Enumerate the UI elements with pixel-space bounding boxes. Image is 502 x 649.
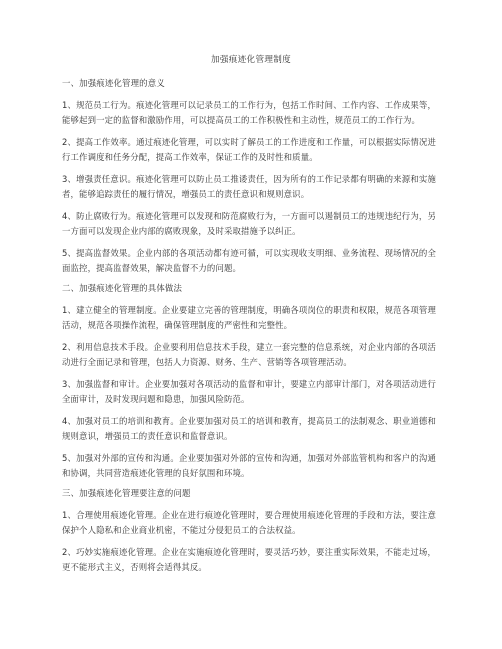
paragraph: 2、巧妙实施痕迹化管理。企业在实施痕迹化管理时，要灵活巧妙，要注重实际效果，不能走过场，更不能形式主义，否则将会适得其反。 — [62, 547, 436, 572]
paragraph: 4、防止腐败行为。痕迹化管理可以发现和防范腐败行为，一方面可以遏制员工的违规违纪行为，另一方面可以发现企业内部的腐败现象，及时采取措施予以纠正。 — [62, 211, 436, 236]
page-title: 加强痕迹化管理制度 — [210, 55, 292, 65]
document-body — [62, 78, 436, 582]
section-significance — [62, 78, 436, 276]
paragraph: 1、规范员工行为。痕迹化管理可以记录员工的工作行为，包括工作时间、工作内容、工作成果等，能够起到一定的监督和激励作用，可以提高员工的工作积极性和主动性，规范员工的工作行为。 — [62, 100, 436, 125]
paragraph: 1、建立健全的管理制度。企业要建立完善的管理制度，明确各项岗位的职责和权限，规范各项管理活动，规范各项操作流程，确保管理制度的严密性和完整性。 — [62, 305, 436, 330]
section-cautions — [62, 488, 436, 575]
section-heading: 一、加强痕迹化管理的意义 — [62, 78, 165, 88]
paragraph: 1、合理使用痕迹化管理。企业在进行痕迹化管理时，要合理使用痕迹化管理的手段和方法，要注意保护个人隐私和企业商业机密，不能过分侵犯员工的合法权益。 — [62, 510, 436, 535]
paragraph: 2、利用信息技术手段。企业要利用信息技术手段，建立一套完整的信息系统，对企业内部的各项活动进行全面记录和管理，包括人力资源、财务、生产、营销等各项管理活动。 — [62, 342, 436, 367]
section-practices — [62, 283, 436, 481]
section-heading: 三、加强痕迹化管理要注意的问题 — [62, 488, 191, 498]
paragraph: 5、加强对外部的宣传和沟通。企业要加强对外部的宣传和沟通，加强对外部监管机构和客户的沟通和协调，共同营造痕迹化管理的良好氛围和环境。 — [62, 453, 436, 478]
paragraph: 4、加强对员工的培训和教育。企业要加强对员工的培训和教育，提高员工的法制观念、职业道德和规则意识，增强员工的责任意识和监督意识。 — [62, 416, 436, 441]
paragraph: 3、加强监督和审计。企业要加强对各项活动的监督和审计，要建立内部审计部门，对各项活动进行全面审计，及时发现问题和隐患，加强风险防范。 — [62, 379, 436, 404]
paragraph: 2、提高工作效率。通过痕迹化管理，可以实时了解员工的工作进度和工作量，可以根据实际情况进行工作调度和任务分配，提高工作效率，保证工作的及时性和质量。 — [62, 137, 436, 162]
paragraph: 3、增强责任意识。痕迹化管理可以防止员工推诿责任，因为所有的工作记录都有明确的来源和实施者，能够追踪责任的履行情况，增强员工的责任意识和规则意识。 — [62, 174, 436, 199]
section-heading: 二、加强痕迹化管理的具体做法 — [62, 283, 183, 293]
paragraph: 5、提高监督效果。企业内部的各项活动都有迹可循，可以实现收支明细、业务流程、现场情况的全面监控，提高监督效果，解决监督不力的问题。 — [62, 248, 436, 273]
